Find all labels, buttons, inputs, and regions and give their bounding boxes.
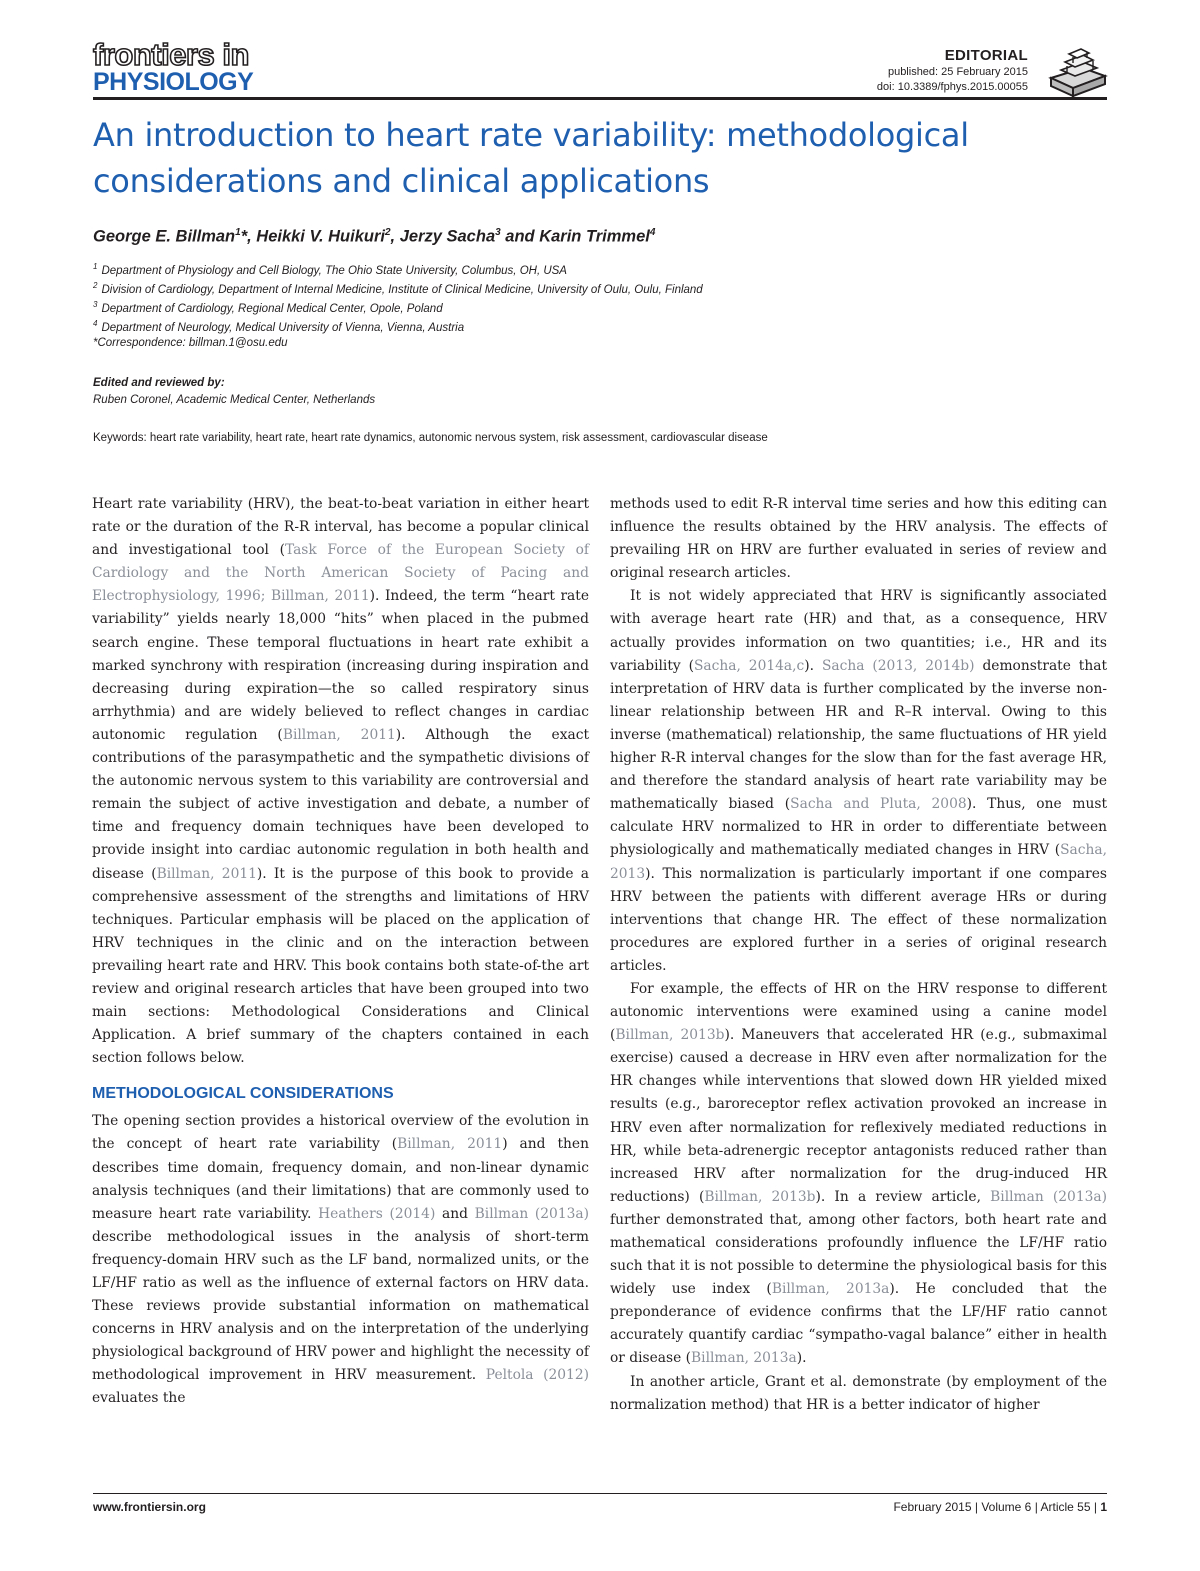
affiliation <box>93 297 443 317</box>
body-text: For example, the effects of HR on the HRV response to different autonomic interventions were examined using a canine model ( <box>610 980 1107 1044</box>
affiliation-text: Department of Neurology, Medical University of Vienna, Vienna, Austria <box>101 321 465 334</box>
body-text: ). In a review article, <box>815 1188 991 1205</box>
author-affil-number: 1 <box>235 227 241 238</box>
citation-link[interactable]: Billman, 2011 <box>282 726 396 743</box>
body-text: ). It is the purpose of this book to provide a comprehensive assessment of the strengths and limitations of HRV techniques. Particular emphasis will be placed on the application of HRV techniques in the clinic and on the interaction between prevailing heart rate and HRV. This book contains both state-of-the art review and original research articles that have been grouped into two main sections: Methodological Considerations and Clinical Application. A brief summary of the chapters contained in each section follows below. <box>92 865 589 1067</box>
citation-link[interactable]: Billman, 2013b <box>704 1188 816 1205</box>
body-text: ) and then describes time domain, frequency domain, and non-linear dynamic analysis techniques (and their limitations) that are commonly used to measure heart rate variability. <box>92 1136 589 1222</box>
published-date: published: 25 February 2015 <box>887 66 1028 78</box>
footer-meta: February 2015 | Volume 6 | Article 55 | 1 <box>893 1500 1107 1514</box>
journal-logo-line2: PHYSIOLOGY <box>93 68 254 96</box>
author-affil-number: 2 <box>384 227 391 238</box>
affiliation-text: Department of Physiology and Cell Biology, The Ohio State University, Columbus, OH, USA <box>101 264 567 277</box>
author-affil-number: 3 <box>495 227 501 238</box>
body-paragraph <box>610 585 1107 978</box>
body-text: demonstrate that interpretation of HRV data is further complicated by the inverse non-linear relationship between HR and R–R interval. Owing to this inverse (mathematical) relationship, the same fluctuations of HR yield higher R-R interval changes for the slow than for the fast average HR, and therefore the standard analysis of heart rate variability may be mathematically biased ( <box>610 657 1108 813</box>
journal-logo-line1: frontiers in <box>93 37 249 72</box>
body-paragraph <box>610 1371 1107 1417</box>
body-column-right <box>610 493 1107 1417</box>
footer-article: Article 55 <box>1040 1500 1091 1514</box>
body-text: and <box>435 1205 475 1222</box>
article-type: EDITORIAL <box>944 47 1028 64</box>
correspondence[interactable]: *Correspondence: billman.1@osu.edu <box>93 337 288 349</box>
affiliation-number: 4 <box>93 319 98 328</box>
body-text: methods used to edit R-R interval time series and how this editing can influence the results obtained by the HRV analysis. The effects of prevailing HR on HRV are further evaluated in series of review and original research articles. <box>610 496 1107 582</box>
body-text: ). Indeed, the term “heart rate variability” yields nearly 18,000 “hits” when placed in the pubmed search engine. These temporal fluctuations in heart rate exhibit a marked synchrony with respiration (increasing during inspiration and decreasing during expiration—the so called respiratory sinus arrhythmia) and are widely believed to reflect changes in cardiac autonomic regulation ( <box>92 588 589 743</box>
body-text: ). Thus, one must calculate HRV normalized to HR in order to differentiate between physiologically and mathematically mediated changes in HRV ( <box>610 796 1107 859</box>
affiliation <box>93 316 464 336</box>
author-name[interactable]: Jerzy Sacha <box>399 227 496 246</box>
keywords-list: heart rate variability, heart rate, heart rate dynamics, autonomic nervous system, risk assessment, cardiovascular disease <box>149 432 768 444</box>
author-separator: , <box>247 227 257 246</box>
author-separator: , <box>390 227 400 246</box>
citation-link[interactable]: Sacha, 2013 <box>610 842 1107 882</box>
edited-heading: Edited and reviewed by: <box>93 377 225 389</box>
body-text: further demonstrated that, among other factors, both heart rate and mathematical considerations profoundly influence the LF/HF ratio such that it is not possible to determine the physiological basis for this widely use index ( <box>610 1211 1107 1298</box>
citation-link[interactable]: Billman, 2011 <box>156 865 257 882</box>
body-text: ). <box>796 1350 807 1367</box>
affiliation-number: 1 <box>93 262 98 271</box>
corresponding-mark: * <box>240 227 248 246</box>
footer-date: February 2015 <box>893 1500 972 1514</box>
affiliation <box>93 259 567 279</box>
affiliation-number: 3 <box>93 300 98 309</box>
keywords-label: Keywords: <box>93 432 147 444</box>
affiliation <box>93 278 703 298</box>
body-text: ). This normalization is particularly important if one compares HRV between the patients with different average HRs or during interventions that change HR. The effect of these normalization procedures are explored further in a series of original research articles. <box>610 865 1107 974</box>
body-text: The opening section provides a historical overview of the evolution in the concept of heart rate variability ( <box>92 1113 589 1153</box>
body-paragraph <box>92 493 589 1070</box>
body-text: It is not widely appreciated that HRV is significantly associated with average heart rate (HR) and that, as a consequence, HRV actually provides information on two quantities; i.e., HR and its variability ( <box>610 588 1107 674</box>
citation-link[interactable]: Task Force of the European Society of Cardiology and the North American Society of Pacing and Electrophysiology, 1996; Billman, 2011 <box>92 542 589 605</box>
affiliation-number: 2 <box>93 281 98 290</box>
citation-link[interactable]: Billman, 2013a <box>771 1281 890 1298</box>
body-text: In another article, Grant et al. demonstrate (by employment of the normalization method) that HR is a better indicator of higher <box>610 1373 1107 1413</box>
footer-volume: Volume 6 <box>981 1500 1032 1514</box>
article-meta <box>877 47 1028 95</box>
citation-link[interactable]: Billman (2013a) <box>474 1205 589 1222</box>
body-text: ). Maneuvers that accelerated HR (e.g., submaximal exercise) caused a decrease in HRV even after normalization for the HR changes while interventions that slowed down HR yielded mixed results (e.g., baroreceptor reflex activation provoked an increase in HRV even after normalization for reflexively mediated reductions in HR, while beta-adrenergic receptor antagonists reduced rather than increased HRV after normalization for the drug-induced HR reductions) ( <box>610 1027 1108 1205</box>
citation-link[interactable]: Peltola (2012) <box>485 1367 589 1384</box>
body-text: Heart rate variability (HRV), the beat-to-beat variation in either heart rate or the duration of the R-R interval, has become a popular clinical and investigational tool ( <box>92 496 589 559</box>
footer-divider <box>93 1493 1107 1494</box>
body-text: ). He concluded that the preponderance of evidence confirms that the LF/HF ratio cannot accurately quantify cardiac “sympatho-vagal balance” either in health or disease ( <box>610 1281 1107 1367</box>
author-name[interactable]: Heikki V. Huikuri <box>256 227 385 246</box>
body-text: ). <box>804 657 822 674</box>
author-affil-number: 4 <box>649 227 656 238</box>
affiliation-text: Department of Cardiology, Regional Medical Center, Opole, Poland <box>101 302 443 315</box>
article-title: An introduction to heart rate variability: methodological considerations and clinical applications <box>93 116 969 200</box>
body-paragraph <box>610 493 1107 585</box>
author-list <box>93 222 655 248</box>
citation-link[interactable]: Billman, 2013a <box>691 1350 797 1367</box>
citation-link[interactable]: Sacha, 2014a,c <box>693 657 805 674</box>
affiliation-text: Division of Cardiology, Department of Internal Medicine, Institute of Clinical Medicine, University of Oulu, Oulu, Finland <box>101 283 703 296</box>
citation-link[interactable]: Billman (2013a) <box>990 1188 1107 1205</box>
stacked-papers-icon <box>1047 42 1109 100</box>
citation-link[interactable]: Billman, 2013b <box>615 1027 725 1044</box>
body-paragraph <box>92 1110 589 1410</box>
citation-link[interactable]: Billman, 2011 <box>397 1136 503 1153</box>
citation-link[interactable]: Sacha (2013, 2014b) <box>821 657 975 674</box>
citation-link[interactable]: Sacha and Pluta, 2008 <box>790 796 967 813</box>
body-text: evaluates the <box>92 1390 186 1407</box>
header-divider <box>93 97 1107 100</box>
body-text: describe methodological issues in the analysis of short-term frequency-domain HRV such as the LF band, normalized units, or the LF/HF ratio as well as the influence of external factors on HRV data. These reviews provide substantial information on mathematical concerns in HRV analysis and on the interpretation of the underlying physiological background of HRV power and highlight the necessity of methodological improvement in HRV measurement. <box>92 1228 589 1384</box>
edited-text: Ruben Coronel, Academic Medical Center, Netherlands <box>93 394 376 406</box>
body-column-left <box>92 493 589 1411</box>
citation-link[interactable]: Heathers (2014) <box>318 1205 436 1222</box>
keywords <box>93 430 768 446</box>
body-paragraph <box>610 978 1107 1371</box>
body-text: ). Although the exact contributions of the parasympathetic and the sympathetic divisions of the autonomic nervous system to this variability are controversial and remain the subject of active investigation and debate, a number of time and frequency domain techniques have been developed to provide insight into cardiac autonomic regulation in both health and disease ( <box>92 726 589 882</box>
page-number: 1 <box>1100 1500 1107 1514</box>
author-name[interactable]: George E. Billman <box>93 227 236 246</box>
website-link[interactable]: www.frontiersin.org <box>93 1500 206 1514</box>
author-separator: and <box>500 227 540 246</box>
doi-link[interactable]: doi: 10.3389/fphys.2015.00055 <box>876 81 1028 93</box>
author-name[interactable]: Karin Trimmel <box>539 227 650 246</box>
section-heading: METHODOLOGICAL CONSIDERATIONS <box>92 1085 394 1103</box>
